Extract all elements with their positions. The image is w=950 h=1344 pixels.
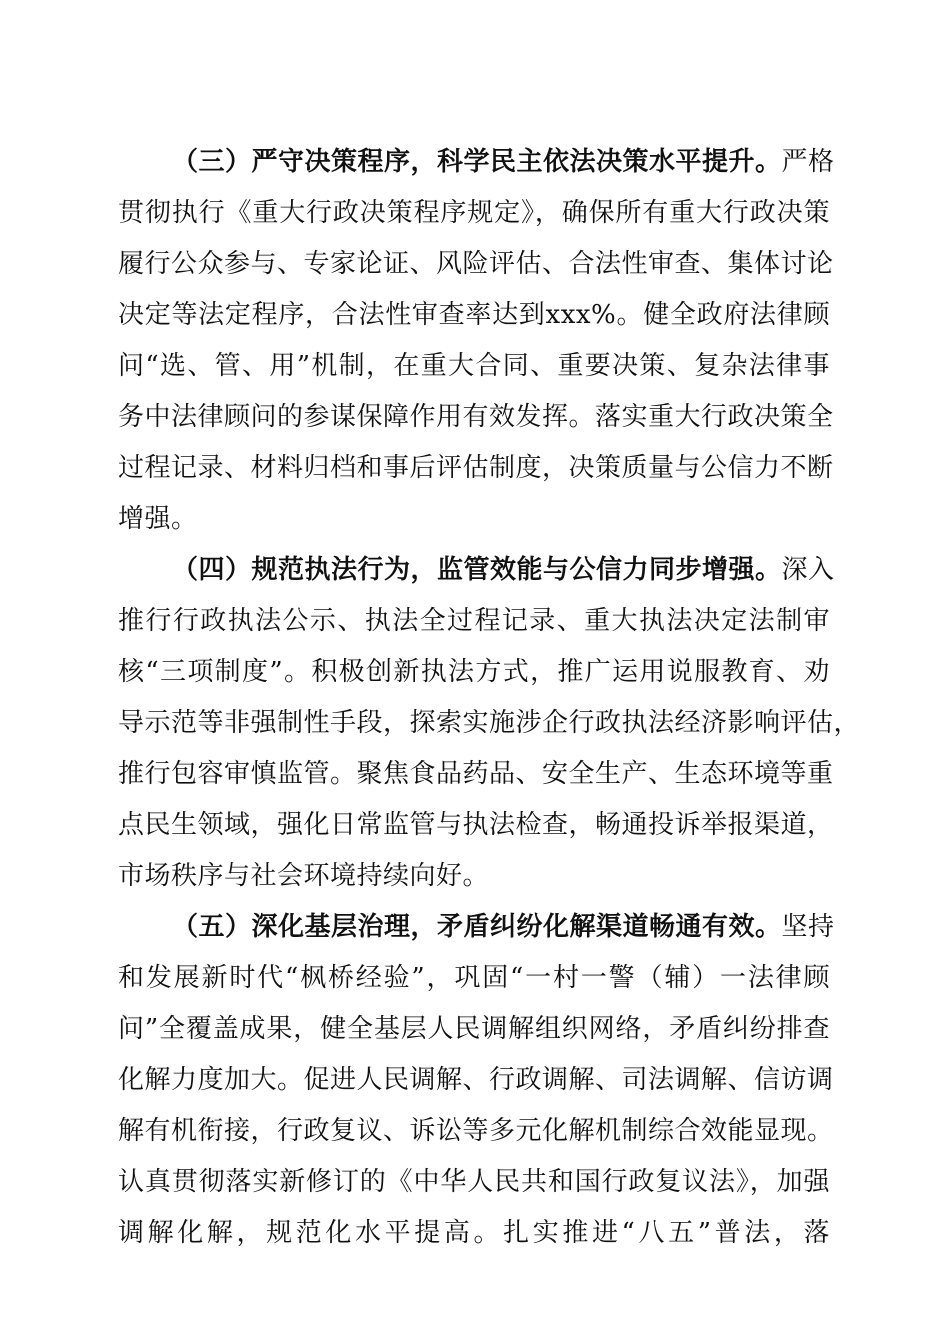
paragraph-text: 坚持 bbox=[781, 912, 835, 942]
paragraph-line: 市场秩序与社会环境持续向好。 bbox=[118, 861, 490, 891]
paragraph-line: 点民生领域，强化日常监管与执法检查，畅通投诉举报渠道， bbox=[118, 810, 834, 840]
paragraph-line: 问“选、管、用”机制，在重大合同、重要决策、复杂法律事 bbox=[118, 351, 830, 381]
paragraph-text: 深入 bbox=[781, 555, 835, 585]
paragraph-line: 调解化解，规范化水平提高。扎实推进“八五”普法，落 bbox=[118, 1218, 830, 1248]
section-heading: （四）规范执法行为，监管效能与公信力同步增强。 bbox=[172, 555, 782, 585]
section-heading: （五）深化基层治理，矛盾纠纷化解渠道畅通有效。 bbox=[172, 912, 782, 942]
paragraph-line: 核“三项制度”。积极创新执法方式，推广运用说服教育、劝 bbox=[118, 657, 830, 687]
paragraph-line: 问”全覆盖成果，健全基层人民调解组织网络，矛盾纠纷排查 bbox=[118, 1014, 830, 1044]
paragraph-line bbox=[172, 907, 835, 947]
paragraph-line: 化解力度加大。促进人民调解、行政调解、司法调解、信访调 bbox=[118, 1065, 834, 1095]
paragraph-line: 和发展新时代“枫桥经验”，巩固“一村一警（辅）一法律顾 bbox=[118, 963, 830, 993]
paragraph-line: 认真贯彻落实新修订的《中华人民共和国行政复议法》，加强 bbox=[118, 1167, 830, 1197]
paragraph-line: 履行公众参与、专家论证、风险评估、合法性审查、集体讨论 bbox=[118, 249, 834, 279]
paragraph-line bbox=[172, 550, 835, 590]
paragraph-line: 增强。 bbox=[118, 504, 198, 534]
paragraph-text: 严格 bbox=[781, 147, 835, 177]
paragraph-line: 推行行政执法公示、执法全过程记录、重大执法决定法制审 bbox=[118, 606, 830, 636]
paragraph-line: 务中法律顾问的参谋保障作用有效发挥。落实重大行政决策全 bbox=[118, 402, 834, 432]
section-heading: （三）严守决策程序，科学民主依法决策水平提升。 bbox=[172, 147, 782, 177]
paragraph-line: 推行包容审慎监管。聚焦食品药品、安全生产、生态环境等重 bbox=[118, 759, 834, 789]
paragraph-line: 过程记录、材料归档和事后评估制度，决策质量与公信力不断 bbox=[118, 453, 834, 483]
paragraph-line: 解有机衔接，行政复议、诉讼等多元化解机制综合效能显现。 bbox=[118, 1116, 834, 1146]
paragraph-line: 导示范等非强制性手段，探索实施涉企行政执法经济影响评估， bbox=[118, 708, 861, 738]
paragraph-line: 贯彻执行《重大行政决策程序规定》，确保所有重大行政决策 bbox=[118, 198, 830, 228]
paragraph-line: 决定等法定程序，合法性审查率达到xxx%。健全政府法律顾 bbox=[118, 300, 830, 330]
paragraph-line bbox=[172, 142, 835, 182]
